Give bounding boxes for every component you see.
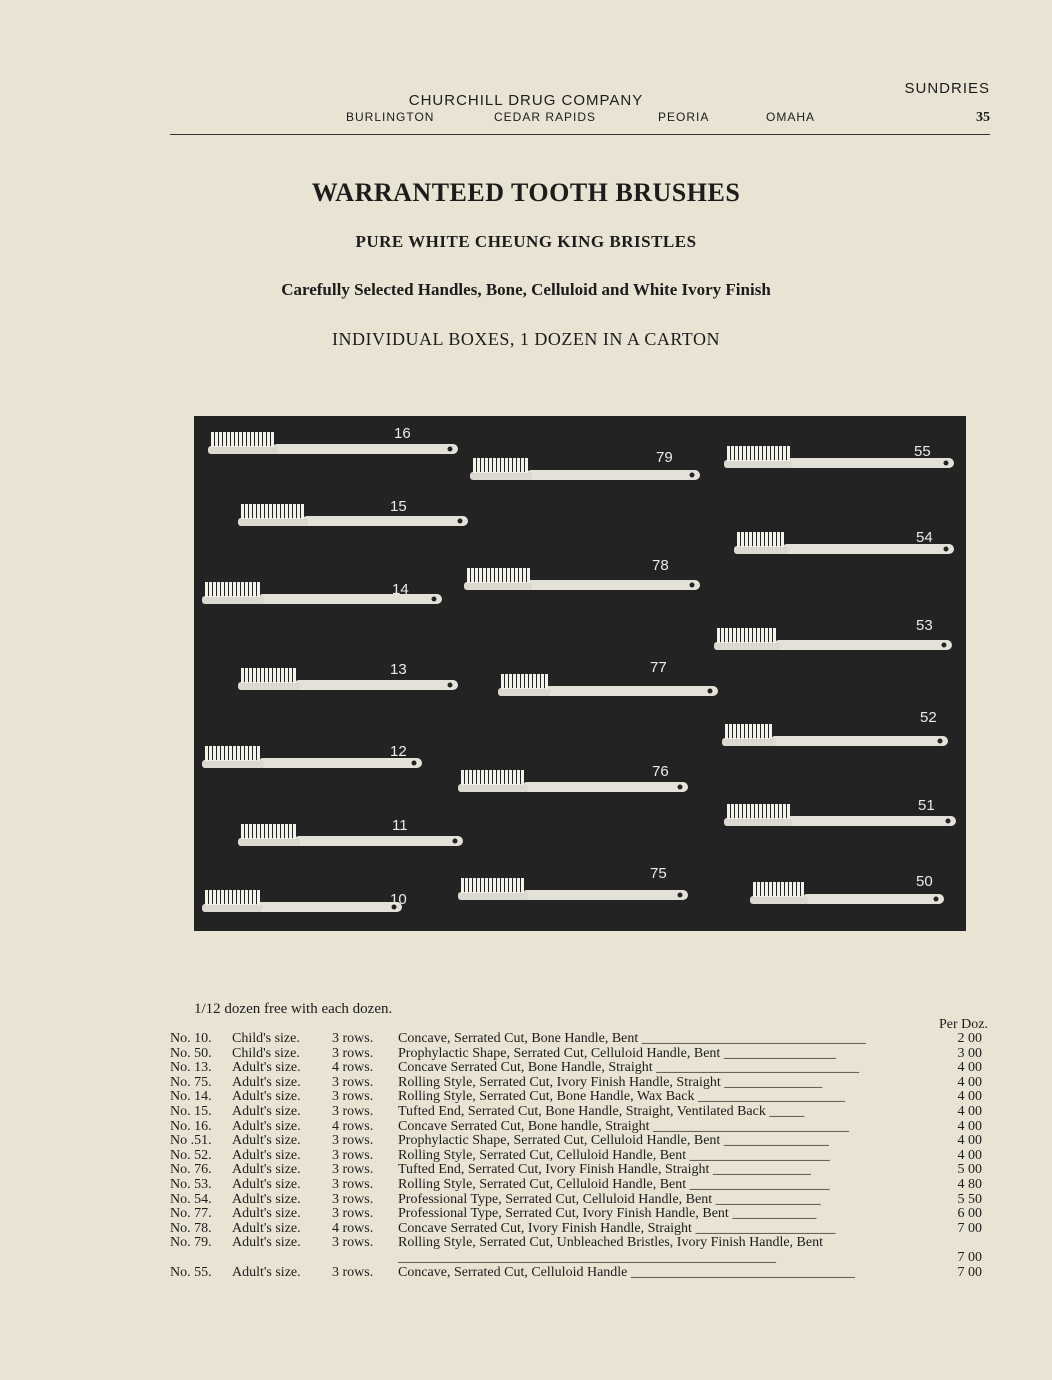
item-rows: 3 rows. <box>332 1176 374 1192</box>
toothbrush <box>202 890 407 912</box>
item-description: Tufted End, Serrated Cut, Ivory Finish Handle, Straight ______________ <box>398 1162 811 1178</box>
toothbrush <box>750 873 944 904</box>
brush-number-label: 55 <box>914 443 931 460</box>
subtitle-bristles: PURE WHITE CHEUNG KING BRISTLES <box>355 232 697 251</box>
brush-head <box>238 518 308 526</box>
price-row <box>0 1047 1052 1062</box>
item-size: Adult's size. <box>232 1074 301 1090</box>
toothbrush <box>724 443 954 468</box>
brush-handle <box>294 680 458 690</box>
item-price: 7 00 <box>957 1265 982 1281</box>
item-number: No. 55. <box>170 1265 212 1281</box>
toothbrush <box>238 817 463 846</box>
item-price: 5 50 <box>957 1191 982 1207</box>
brush-head <box>458 892 528 900</box>
brush-number-label: 50 <box>916 873 933 890</box>
item-rows: 3 rows. <box>332 1162 374 1178</box>
price-row <box>0 1149 1052 1164</box>
brush-number-label: 54 <box>916 529 933 546</box>
brush-number-label: 78 <box>652 557 669 574</box>
free-dozen-note: 1/12 dozen free with each dozen. <box>194 1001 393 1017</box>
brush-bristles <box>241 504 304 519</box>
brush-number-label: 52 <box>920 709 937 726</box>
toothbrush <box>498 659 718 696</box>
brush-head <box>734 546 788 554</box>
item-price: 4 00 <box>957 1118 982 1134</box>
brush-bristles <box>725 724 772 739</box>
price-row <box>0 1134 1052 1149</box>
brush-number-label: 77 <box>650 659 667 676</box>
item-rows: 3 rows. <box>332 1103 374 1119</box>
brush-bristles <box>473 458 528 473</box>
brush-head <box>238 838 300 846</box>
item-description: Professional Type, Serrated Cut, Ivory Finish Handle, Bent ____________ <box>398 1206 817 1222</box>
item-number: No. 14. <box>170 1089 212 1105</box>
brush-handle <box>294 836 463 846</box>
item-rows: 3 rows. <box>332 1133 374 1149</box>
brush-number-label: 16 <box>394 425 411 442</box>
item-number: No. 76. <box>170 1162 212 1178</box>
price-row <box>0 1222 1052 1237</box>
city-peoria: PEORIA <box>658 110 710 124</box>
item-size: Adult's size. <box>232 1118 301 1134</box>
brush-head <box>202 760 264 768</box>
toothbrush <box>202 743 422 768</box>
item-number: No .51. <box>170 1133 212 1149</box>
brush-bristles <box>241 824 296 839</box>
item-number: No. 50. <box>170 1045 212 1061</box>
item-size: Child's size. <box>232 1031 300 1046</box>
toothbrush <box>470 449 700 480</box>
toothbrush <box>238 498 468 526</box>
brush-handle <box>526 580 700 590</box>
item-number: No. 77. <box>170 1206 212 1222</box>
brush-handle <box>544 686 718 696</box>
brush-handle <box>522 890 688 900</box>
price-row <box>0 1163 1052 1178</box>
brush-handle <box>272 444 458 454</box>
item-size: Adult's size. <box>232 1191 301 1207</box>
brush-number-label: 53 <box>916 617 933 634</box>
item-size: Child's size. <box>232 1045 300 1061</box>
item-rows: 3 rows. <box>332 1235 374 1251</box>
price-row <box>0 1105 1052 1120</box>
item-size: Adult's size. <box>232 1206 301 1222</box>
brush-handle <box>526 470 700 480</box>
item-size: Adult's size. <box>232 1060 301 1076</box>
city-omaha: OMAHA <box>766 110 816 124</box>
item-number: No. 16. <box>170 1118 212 1134</box>
price-row <box>0 1090 1052 1105</box>
brush-bristles <box>211 432 274 447</box>
brush-bristles <box>737 532 784 547</box>
toothbrush <box>208 425 458 454</box>
toothbrush <box>724 797 956 826</box>
price-row <box>0 1032 1052 1047</box>
item-rows: 3 rows. <box>332 1031 374 1046</box>
brush-bristles <box>727 804 790 819</box>
section-heading: SUNDRIES <box>904 80 990 97</box>
item-price: 3 00 <box>957 1045 982 1061</box>
item-price: 4 00 <box>957 1103 982 1119</box>
brush-head <box>722 738 776 746</box>
price-row <box>0 1266 1052 1281</box>
brush-head <box>470 472 532 480</box>
brush-bristles <box>753 882 804 897</box>
brush-head <box>458 784 528 792</box>
item-price: 4 00 <box>957 1074 982 1090</box>
item-price: 2 00 <box>957 1031 982 1046</box>
item-description: Concave Serrated Cut, Bone handle, Straight ____________________________ <box>398 1118 850 1134</box>
item-description: Rolling Style, Serrated Cut, Ivory Finish Handle, Straight ______________ <box>398 1074 823 1090</box>
item-rows: 3 rows. <box>332 1045 374 1061</box>
header-rule <box>170 134 990 135</box>
page-number: 35 <box>976 110 990 125</box>
brush-number-label: 14 <box>392 581 409 598</box>
brush-bristles <box>461 878 524 893</box>
price-row <box>0 1061 1052 1076</box>
brush-number-label: 10 <box>390 891 407 908</box>
item-number: No. 13. <box>170 1060 212 1076</box>
item-price: 6 00 <box>957 1206 982 1222</box>
brush-bristles <box>241 668 296 683</box>
brush-handle <box>774 640 952 650</box>
brush-number-label: 13 <box>390 661 407 678</box>
price-row <box>0 1178 1052 1193</box>
item-description: Rolling Style, Serrated Cut, Bone Handle, Wax Back _____________________ <box>398 1089 845 1105</box>
item-rows: 3 rows. <box>332 1191 374 1207</box>
price-row <box>0 1120 1052 1135</box>
item-description: Professional Type, Serrated Cut, Celluloid Handle, Bent _______________ <box>398 1191 821 1207</box>
brush-number-label: 79 <box>656 449 673 466</box>
brush-handle <box>786 816 956 826</box>
item-price: 4 80 <box>957 1176 982 1192</box>
city-burlington: BURLINGTON <box>346 110 435 124</box>
item-rows: 3 rows. <box>332 1206 374 1222</box>
brush-bristles <box>205 582 260 597</box>
brush-bristles <box>461 770 524 785</box>
brush-bristles <box>727 446 790 461</box>
brush-head <box>464 582 532 590</box>
price-row <box>0 1193 1052 1208</box>
brush-head <box>208 446 278 454</box>
brush-bristles <box>501 674 548 689</box>
item-description: Rolling Style, Serrated Cut, Unbleached Bristles, Ivory Finish Handle, Bent ______________________________________________________ <box>398 1235 823 1265</box>
brush-number-label: 15 <box>390 498 407 515</box>
item-rows: 3 rows. <box>332 1089 374 1105</box>
toothbrush <box>458 763 688 792</box>
price-row <box>0 1236 1052 1266</box>
item-price: 5 00 <box>957 1162 982 1178</box>
item-rows: 4 rows. <box>332 1220 374 1236</box>
item-size: Adult's size. <box>232 1103 301 1119</box>
brush-number-label: 76 <box>652 763 669 780</box>
item-number: No. 78. <box>170 1220 212 1236</box>
page-title: WARRANTEED TOOTH BRUSHES <box>311 178 741 207</box>
item-price: 7 00 <box>957 1220 982 1236</box>
brush-head <box>238 682 300 690</box>
subtitle-packaging: INDIVIDUAL BOXES, 1 DOZEN IN A CARTON <box>332 329 720 349</box>
brush-head <box>202 904 262 912</box>
item-rows: 3 rows. <box>332 1074 374 1090</box>
toothbrush <box>238 661 458 690</box>
toothbrush <box>202 581 442 604</box>
item-price: 4 00 <box>957 1147 982 1163</box>
item-description: Concave Serrated Cut, Ivory Finish Handle, Straight ____________________ <box>398 1220 836 1236</box>
item-number: No. 79. <box>170 1235 212 1251</box>
item-rows: 3 rows. <box>332 1265 374 1281</box>
brush-handle <box>522 782 688 792</box>
item-size: Adult's size. <box>232 1265 301 1281</box>
item-size: Adult's size. <box>232 1220 301 1236</box>
item-size: Adult's size. <box>232 1162 301 1178</box>
item-number: No. 54. <box>170 1191 212 1207</box>
toothbrush <box>458 865 688 900</box>
brush-head <box>498 688 550 696</box>
toothbrush <box>722 709 948 746</box>
brush-handle <box>258 594 442 604</box>
city-cedar-rapids: CEDAR RAPIDS <box>494 110 597 124</box>
brush-head <box>750 896 808 904</box>
item-description: Prophylactic Shape, Serrated Cut, Celluloid Handle, Bent _______________ <box>398 1133 829 1149</box>
toothbrush <box>464 557 700 590</box>
item-description: Concave Serrated Cut, Bone Handle, Straight _____________________________ <box>398 1060 860 1076</box>
item-description: Concave, Serrated Cut, Bone Handle, Bent ________________________________ <box>398 1031 866 1046</box>
brush-head <box>724 818 792 826</box>
toothbrush <box>734 529 954 554</box>
item-price: 4 00 <box>957 1089 982 1105</box>
item-number: No. 53. <box>170 1176 212 1192</box>
item-size: Adult's size. <box>232 1235 301 1251</box>
item-size: Adult's size. <box>232 1089 301 1105</box>
toothbrush-photo <box>194 416 966 931</box>
item-price: 7 00 <box>957 1250 982 1266</box>
item-number: No. 52. <box>170 1147 212 1163</box>
item-rows: 3 rows. <box>332 1147 374 1163</box>
brush-handle <box>302 516 468 526</box>
item-description: Tufted End, Serrated Cut, Bone Handle, Straight, Ventilated Back _____ <box>398 1103 805 1119</box>
brush-number-label: 75 <box>650 865 667 882</box>
per-doz-header: Per Doz. <box>939 1017 988 1032</box>
toothbrush <box>714 617 952 650</box>
item-description: Rolling Style, Serrated Cut, Celluloid Handle, Bent ____________________ <box>398 1176 830 1192</box>
item-rows: 4 rows. <box>332 1060 374 1076</box>
brush-number-label: 51 <box>918 797 935 814</box>
price-row <box>0 1076 1052 1091</box>
brush-number-label: 12 <box>390 743 407 760</box>
item-number: No. 75. <box>170 1074 212 1090</box>
brush-head <box>724 460 792 468</box>
item-description: Prophylactic Shape, Serrated Cut, Celluloid Handle, Bent ________________ <box>398 1045 836 1061</box>
item-size: Adult's size. <box>232 1133 301 1149</box>
item-price: 4 00 <box>957 1060 982 1076</box>
company-name: CHURCHILL DRUG COMPANY <box>408 92 644 109</box>
brush-head <box>714 642 780 650</box>
item-rows: 4 rows. <box>332 1118 374 1134</box>
brush-number-label: 11 <box>392 817 408 834</box>
subtitle-handles: Carefully Selected Handles, Bone, Celluloid and White Ivory Finish <box>281 280 771 299</box>
item-price: 4 00 <box>957 1133 982 1149</box>
brush-bristles <box>205 746 260 761</box>
brush-bristles <box>205 890 260 905</box>
item-description: Concave, Serrated Cut, Celluloid Handle ________________________________ <box>398 1265 855 1281</box>
item-size: Adult's size. <box>232 1147 301 1163</box>
item-description: Rolling Style, Serrated Cut, Celluloid Handle, Bent ____________________ <box>398 1147 830 1163</box>
item-number: No. 10. <box>170 1031 212 1046</box>
toothbrush-illustration <box>194 416 966 931</box>
brush-handle <box>770 736 948 746</box>
brush-handle <box>256 902 402 912</box>
item-number: No. 15. <box>170 1103 212 1119</box>
brush-bristles <box>467 568 530 583</box>
item-size: Adult's size. <box>232 1176 301 1192</box>
price-list <box>0 1032 1052 1281</box>
price-row <box>0 1207 1052 1222</box>
brush-head <box>202 596 264 604</box>
brush-bristles <box>717 628 776 643</box>
brush-handle <box>802 894 944 904</box>
